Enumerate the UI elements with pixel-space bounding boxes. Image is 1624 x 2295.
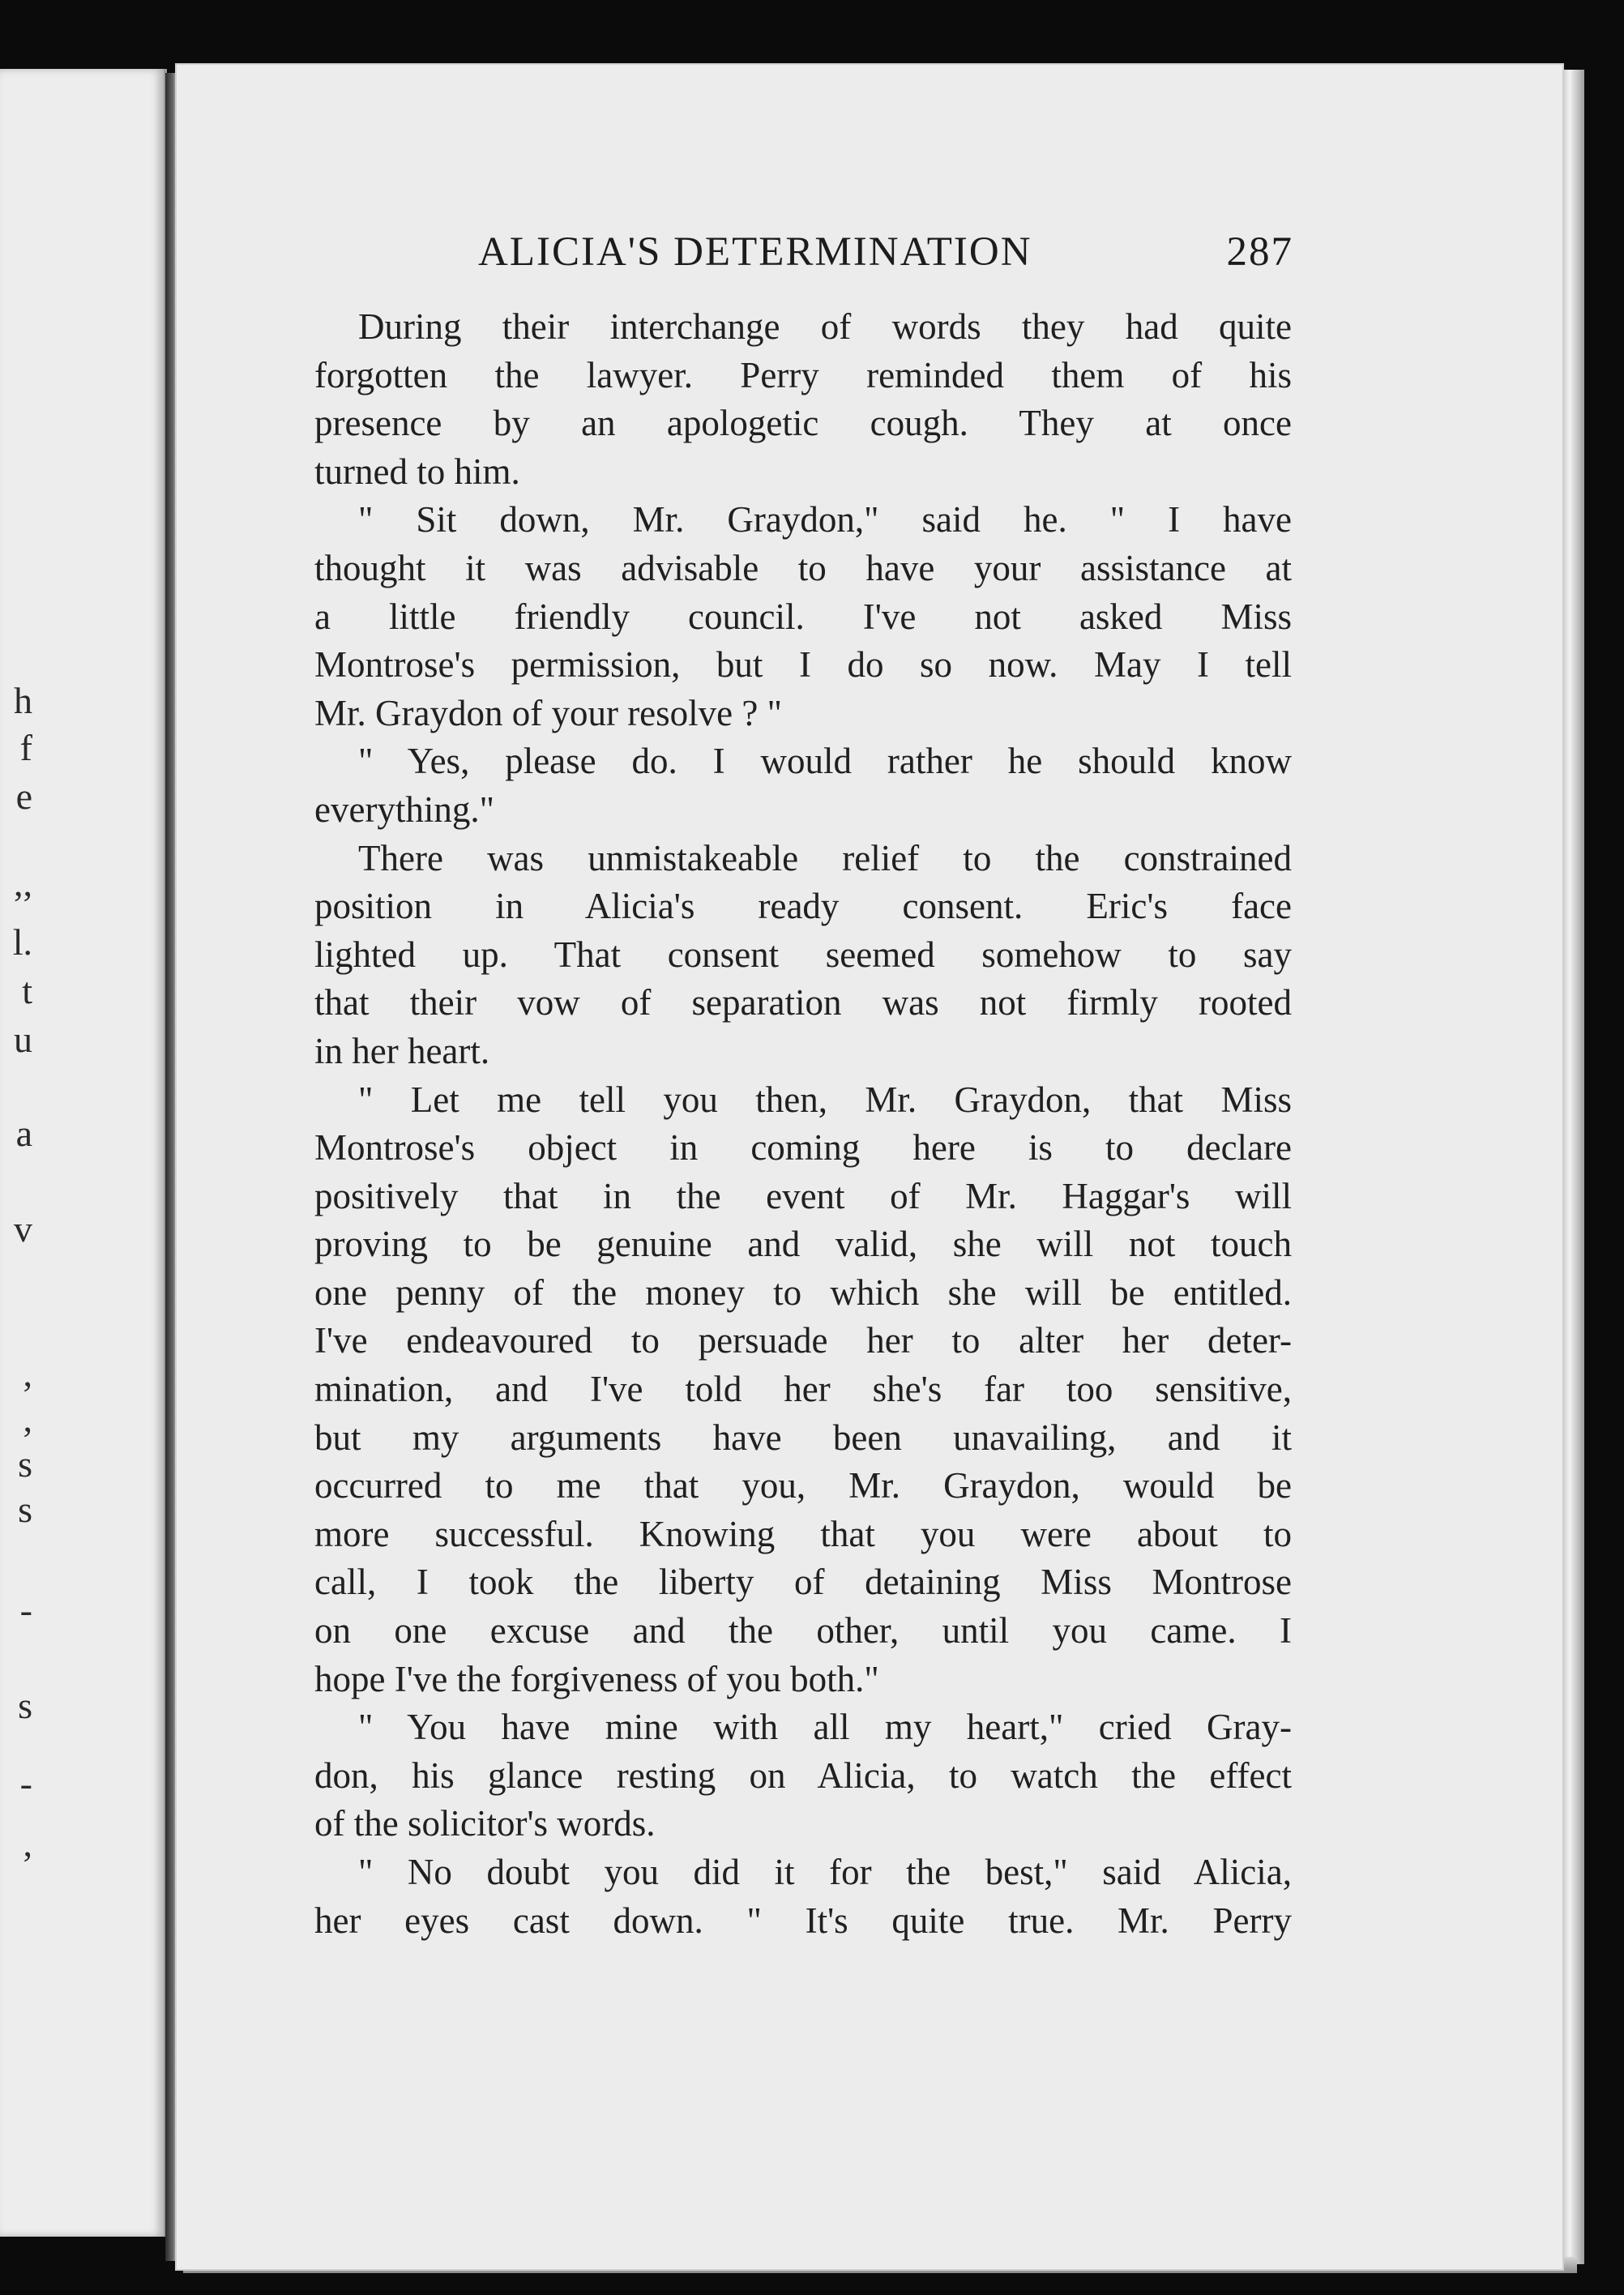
text-line: Montrose's permission, but I do so now. May I tell (314, 644, 1292, 686)
text-line: lighted up. That consent seemed somehow to say (314, 934, 1292, 975)
text-line: one penny of the money to which she will be entitled. (314, 1271, 1292, 1313)
text-line: call, I took the liberty of detaining Miss Montrose (314, 1562, 1292, 1603)
text-line: " Let me tell you then, Mr. Graydon, that Miss (358, 1079, 1292, 1120)
text-line: During their interchange of words they had quite (358, 306, 1292, 347)
previous-page-text-fragment: , (23, 1353, 32, 1394)
previous-page-text-fragment: e (15, 776, 32, 817)
previous-page-text-fragment: - (19, 1763, 32, 1804)
body-text (314, 303, 1292, 1945)
text-line: turned to him. (314, 451, 520, 492)
previous-page-edge (0, 69, 167, 2237)
text-line: " Yes, please do. I would rather he should know (358, 741, 1292, 782)
text-line: " You have mine with all my heart," cried Gray- (358, 1707, 1292, 1748)
text-line: a little friendly council. I've not asked Miss (314, 596, 1292, 637)
previous-page-text-fragment: ,, (14, 862, 32, 904)
text-line: positively that in the event of Mr. Haggar's will (314, 1175, 1292, 1216)
text-line: everything." (314, 789, 495, 830)
previous-page-text-fragment: , (23, 1823, 32, 1864)
text-line: occurred to me that you, Mr. Graydon, would be (314, 1465, 1292, 1506)
text-line: of the solicitor's words. (314, 1803, 656, 1844)
text-line: in her heart. (314, 1030, 490, 1071)
previous-page-text-fragment: h (14, 680, 32, 721)
page-header (478, 229, 1293, 277)
text-line: " No doubt you did it for the best," said Alicia, (358, 1852, 1292, 1892)
previous-page-text-fragment: s (18, 1685, 32, 1726)
text-line: presence by an apologetic cough. They at once (314, 403, 1292, 444)
text-line: mination, and I've told her she's far too sensitive, (314, 1369, 1292, 1410)
text-line: her eyes cast down. " It's quite true. Mr. Perry (314, 1900, 1292, 1941)
text-line: Montrose's object in coming here is to declare (314, 1127, 1292, 1169)
text-line: more successful. Knowing that you were about to (314, 1513, 1292, 1554)
previous-page-text-fragment: , (23, 1398, 32, 1439)
previous-page-text-fragment: s (18, 1443, 32, 1485)
page-edge-right (1560, 70, 1584, 2264)
previous-page-text-fragment: f (19, 727, 32, 768)
text-line: Mr. Graydon of your resolve ? " (314, 692, 782, 733)
previous-page-text-fragment: t (22, 970, 32, 1011)
text-line: don, his glance resting on Alicia, to watch the effect (314, 1754, 1292, 1796)
running-title: ALICIA'S DETERMINATION (478, 229, 1032, 275)
page-number: 287 (1226, 229, 1293, 275)
text-line: on one excuse and the other, until you came. I (314, 1610, 1292, 1652)
previous-page-text-fragment: a (15, 1113, 32, 1154)
previous-page-text-fragment: s (18, 1489, 32, 1530)
previous-page-text-fragment: u (14, 1019, 32, 1060)
text-line: hope I've the forgiveness of you both." (314, 1658, 879, 1699)
text-line: thought it was advisable to have your assistance at (314, 547, 1292, 588)
text-line: forgotten the lawyer. Perry reminded them of his (314, 354, 1292, 395)
text-line: proving to be genuine and valid, she will not touch (314, 1224, 1292, 1265)
previous-page-text-fragment: l. (12, 921, 32, 963)
text-line: " Sit down, Mr. Graydon," said he. " I have (358, 499, 1292, 541)
previous-page-text-fragment: v (14, 1208, 32, 1250)
text-line: position in Alicia's ready consent. Eric's face (314, 886, 1292, 927)
text-line: but my arguments have been unavailing, and it (314, 1417, 1292, 1458)
text-line: that their vow of separation was not firmly rooted (314, 982, 1292, 1024)
text-line: There was unmistakeable relief to the constrained (358, 837, 1292, 878)
previous-page-text-fragment: - (19, 1589, 32, 1630)
text-line: I've endeavoured to persuade her to alter her deter- (314, 1320, 1292, 1361)
